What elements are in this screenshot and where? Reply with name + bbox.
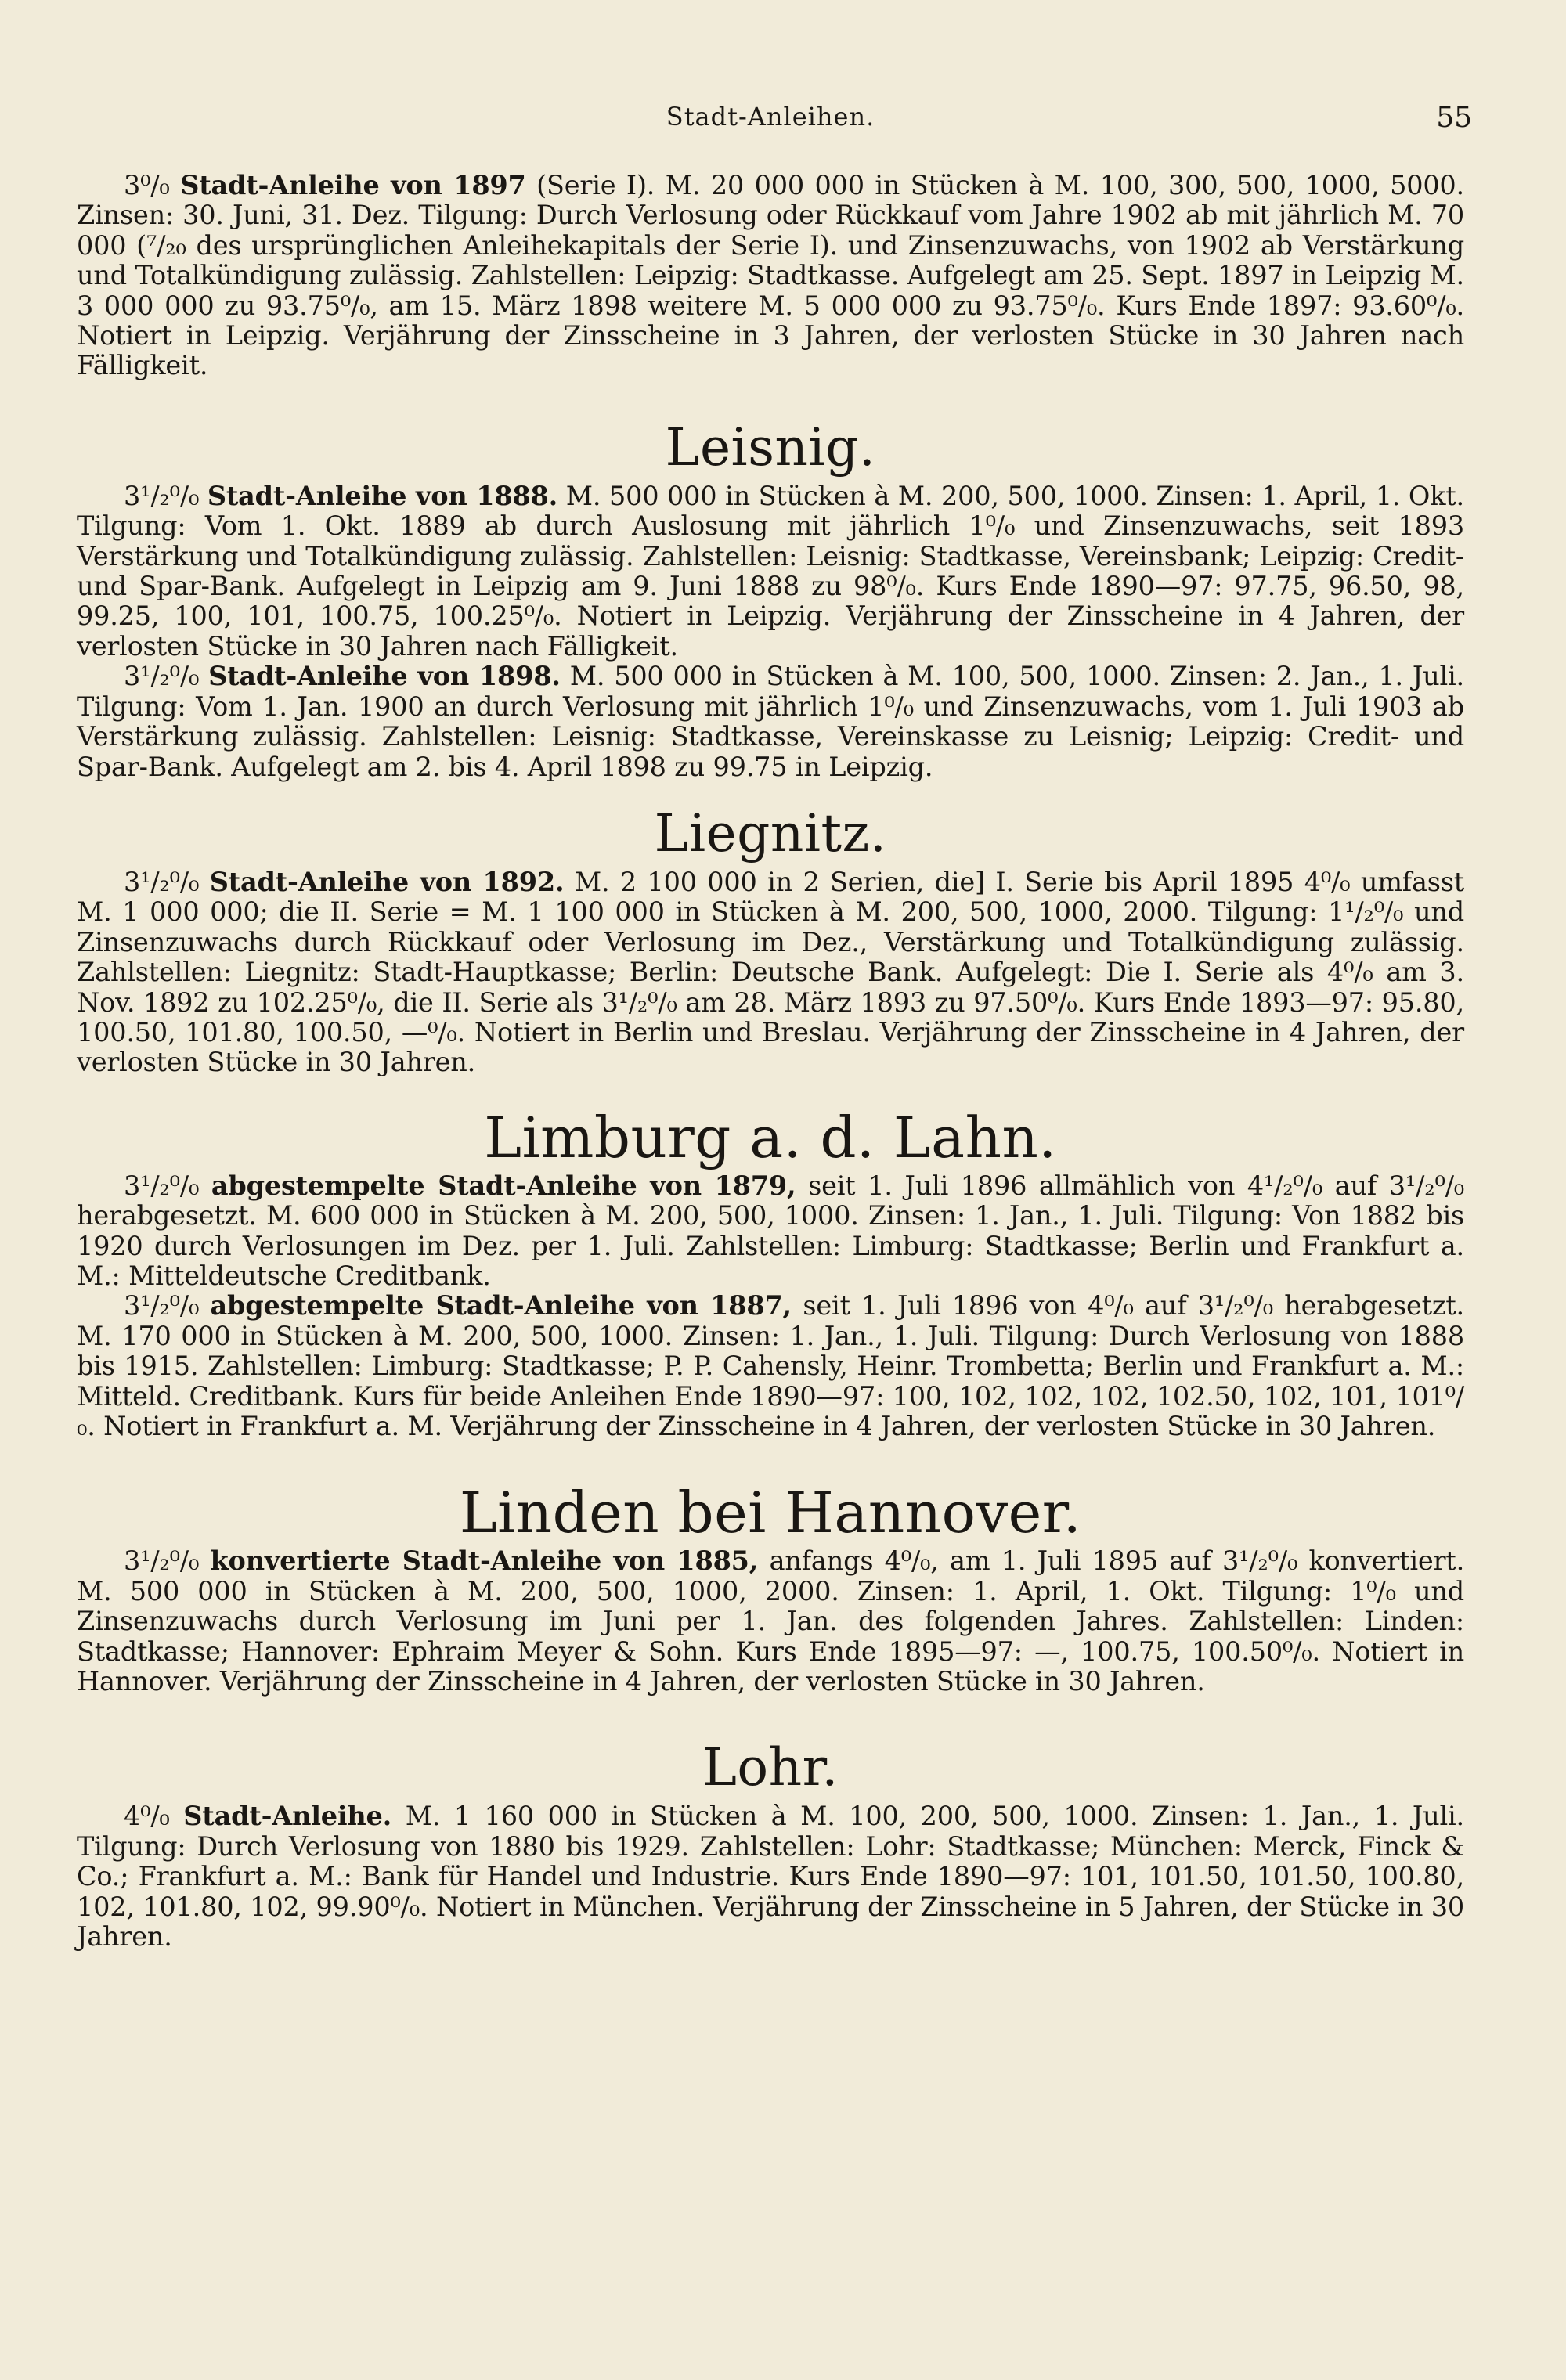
section-continuation (77, 171, 1464, 381)
city-heading: Liegnitz. (654, 802, 887, 864)
running-head (77, 102, 1472, 149)
city-heading: Linden bei Hannover. (459, 1480, 1082, 1546)
entry-rate: 3¹/₂⁰/₀ (124, 1170, 200, 1201)
entry-body: seit 1. Juli 1896 von 4⁰/₀ auf 3¹/₂⁰/₀ herabgesetzt. M. 170 000 in Stücken à M. 200, 500, 1000. Zinsen: 1. Jan., 1. Juli. Tilgung: Durch Verlosung von 1888 bis 1915. Zahlstellen: Limburg: Stadtkasse; P. P. Cahensly, Heinr. Trombetta; Berlin und Frankfurt a. M.: Mitteld. Creditbank. Kurs für beide Anleihen Ende 1890—97: 100, 102, 102, 102, 102.50, 102, 101, 101⁰/₀. Notiert in Frankfurt a. M. Verjährung der Zinsscheine in 4 Jahren, der verlosten Stücke in 30 Jahren. (77, 1290, 1465, 1441)
entry-title: Stadt-Anleihe. (183, 1801, 392, 1832)
entry-rate: 3¹/₂⁰/₀ (124, 1545, 200, 1577)
entry-title: abgestempelte Stadt-Anleihe von 1887, (210, 1290, 792, 1322)
entry-title: konvertierte Stadt-Anleihe von 1885, (210, 1545, 759, 1577)
entry (77, 1546, 1464, 1697)
entry (77, 1801, 1464, 1952)
entry (77, 1171, 1464, 1292)
entry-title: Stadt-Anleihe von 1897 (180, 170, 526, 200)
entry (77, 867, 1464, 1078)
entry-body: anfangs 4⁰/₀, am 1. Juli 1895 auf 3¹/₂⁰/₀ konvertiert. M. 500 000 in Stücken à M. 200, 500, 1000, 2000. Zinsen: 1. April, 1. Okt. Tilgung: 1⁰/₀ und Zinsenzuwachs durch Verlosung im Juni per 1. Jan. des folgenden Jahres. Zahlstellen: Linden: Stadtkasse; Hannover: Ephraim Meyer & Sohn. Kurs Ende 1895—97: —, 100.75, 100.50⁰/₀. Notiert in Hannover. Verjährung der Zinsscheine in 4 Jahren, der verlosten Stücke in 30 Jahren. (77, 1545, 1465, 1697)
section-limburg (77, 1104, 1465, 1442)
section-leisnig (77, 416, 1465, 795)
running-title: Stadt-Anleihen. (666, 102, 875, 132)
entry-title: Stadt-Anleihe von 1888. (207, 480, 558, 511)
section-linden (77, 1480, 1465, 1697)
section-lohr (77, 1737, 1464, 1953)
entry-rate: 4⁰/₀ (124, 1801, 170, 1832)
entry-body: seit 1. Juli 1896 allmählich von 4¹/₂⁰/₀ auf 3¹/₂⁰/₀ herabgesetzt. M. 600 000 in Stücken à M. 200, 500, 1000. Zinsen: 1. Jan., 1. Juli. Tilgung: Von 1882 bis 1920 durch Verlosungen im Dez. per 1. Juli. Zahlstellen: Limburg: Stadtkasse; Berlin und Frankfurt a. M.: Mitteldeutsche Creditbank. (77, 1170, 1465, 1291)
entry (77, 662, 1464, 782)
city-heading: Lohr. (702, 1737, 839, 1798)
entry-title: abgestempelte Stadt-Anleihe von 1879, (211, 1170, 796, 1201)
entry-rate: 3¹/₂⁰/₀ (124, 480, 200, 511)
entry-rate: 3¹/₂⁰/₀ (124, 866, 200, 897)
entry-rate: 3⁰/₀ (124, 170, 170, 200)
page-number: 55 (1436, 102, 1472, 134)
city-heading: Limburg a. d. Lahn. (484, 1104, 1057, 1170)
entry (77, 171, 1464, 381)
entry-title: Stadt-Anleihe von 1898. (208, 661, 561, 692)
entry-body: M. 500 000 in Stücken à M. 100, 500, 1000. Zinsen: 2. Jan., 1. Juli. Tilgung: Vom 1. Jan. 1900 an durch Verlosung mit jährlich 1⁰/₀ und Zinsenzuwachs, vom 1. Juli 1903 ab Verstärkung zulässig. Zahlstellen: Leisnig: Stadtkasse, Vereinskasse zu Leisnig; Leipzig: Credit- und Spar-Bank. Aufgelegt am 2. bis 4. April 1898 zu 99.75 in Leipzig. (77, 661, 1465, 782)
entry (77, 481, 1464, 662)
entry-body: (Serie I). M. 20 000 000 in Stücken à M. 100, 300, 500, 1000, 5000. Zinsen: 30. Juni, 31. Dez. Tilgung: Durch Verlosung oder Rückkauf vom Jahre 1902 ab mit jährlich M. 70 000 (⁷/₂₀ des ursprünglichen Anleihekapitals der Serie I). und Zinsenzuwachs, von 1902 ab Verstärkung und Totalkündigung zulässig. Zahlstellen: Leipzig: Stadtkasse. Aufgelegt am 25. Sept. 1897 in Leipzig M. 3 000 000 zu 93.75⁰/₀, am 15. März 1898 weitere M. 5 000 000 zu 93.75⁰/₀. Kurs Ende 1897: 93.60⁰/₀. Notiert in Leipzig. Verjährung der Zinsscheine in 3 Jahren, der verlosten Stücke in 30 Jahren nach Fälligkeit. (77, 170, 1464, 381)
entry-title: Stadt-Anleihe von 1892. (209, 866, 565, 897)
entry (77, 1291, 1464, 1441)
entry-rate: 3¹/₂⁰/₀ (124, 1290, 200, 1322)
entry-rate: 3¹/₂⁰/₀ (124, 661, 200, 692)
city-heading: Leisnig. (665, 416, 876, 478)
entry-body: M. 500 000 in Stücken à M. 200, 500, 1000. Zinsen: 1. April, 1. Okt. Tilgung: Vom 1. Okt. 1889 ab durch Auslosung mit jährlich 1⁰/₀ und Zinsenzuwachs, seit 1893 Verstärkung und Totalkündigung zulässig. Zahlstellen: Leisnig: Stadtkasse, Vereinsbank; Leipzig: Credit- und Spar-Bank. Aufgelegt in Leipzig am 9. Juni 1888 zu 98⁰/₀. Kurs Ende 1890—97: 97.75, 96.50, 98, 99.25, 100, 101, 100.75, 100.25⁰/₀. Notiert in Leipzig. Verjährung der Zinsscheine in 4 Jahren, der verlosten Stücke in 30 Jahren nach Fälligkeit. (77, 480, 1465, 662)
entry-body: M. 1 160 000 in Stücken à M. 100, 200, 500, 1000. Zinsen: 1. Jan., 1. Juli. Tilgung: Durch Verlosung von 1880 bis 1929. Zahlstellen: Lohr: Stadtkasse; München: Merck, Finck & Co.; Frankfurt a. M.: Bank für Handel und Industrie. Kurs Ende 1890—97: 101, 101.50, 101.50, 100.80, 102, 101.80, 102, 99.90⁰/₀. Notiert in München. Verjährung der Zinsscheine in 5 Jahren, der Stücke in 30 Jahren. (77, 1801, 1464, 1953)
section-liegnitz (77, 802, 1464, 1091)
entry-body: M. 2 100 000 in 2 Serien, die] I. Serie bis April 1895 4⁰/₀ umfasst M. 1 000 000; die II. Serie = M. 1 100 000 in Stücken à M. 200, 500, 1000, 2000. Tilgung: 1¹/₂⁰/₀ und Zinsenzuwachs durch Rückkauf oder Verlosung im Dez., Verstärkung und Totalkündigung zulässig. Zahlstellen: Liegnitz: Stadt-Hauptkasse; Berlin: Deutsche Bank. Aufgelegt: Die I. Serie als 4⁰/₀ am 3. Nov. 1892 zu 102.25⁰/₀, die II. Serie als 3¹/₂⁰/₀ am 28. März 1893 zu 97.50⁰/₀. Kurs Ende 1893—97: 95.80, 100.50, 101.80, 100.50, —⁰/₀. Notiert in Berlin und Breslau. Verjährung der Zinsscheine in 4 Jahren, der verlosten Stücke in 30 Jahren. (77, 866, 1464, 1078)
